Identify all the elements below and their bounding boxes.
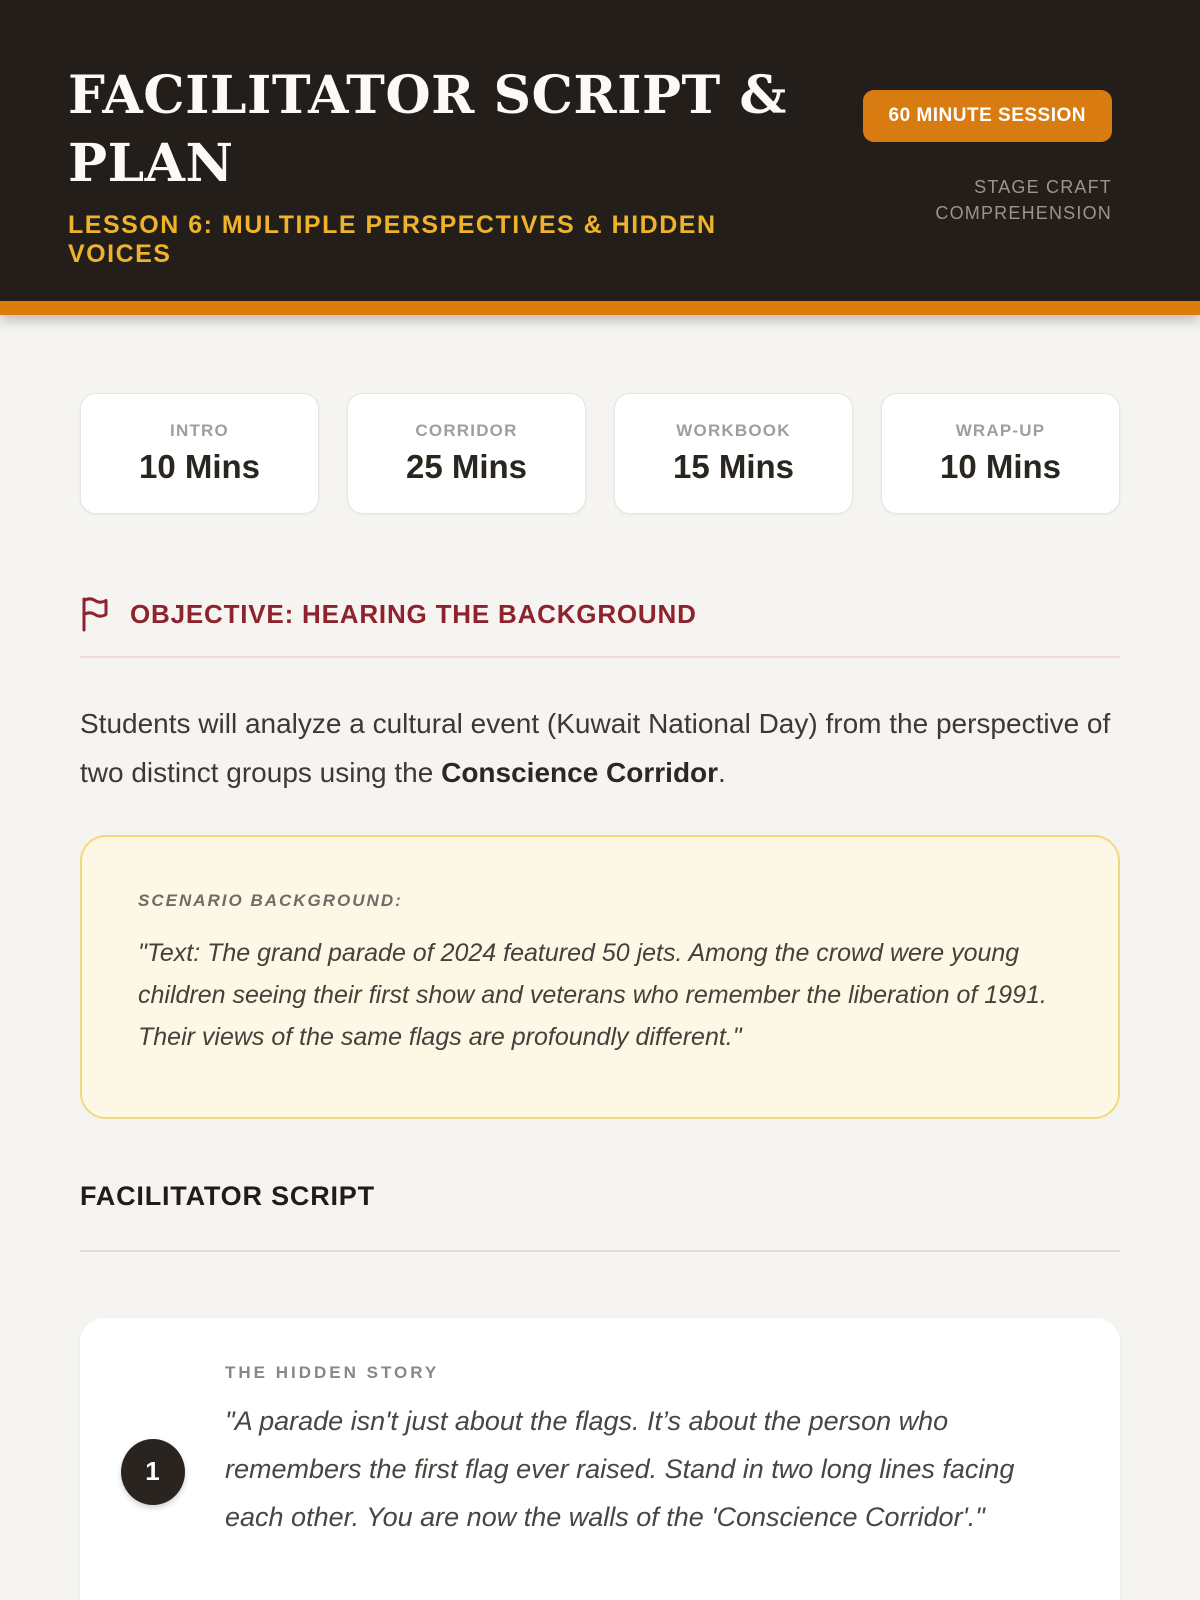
header-title-block	[68, 62, 828, 269]
course-tagline	[935, 174, 1112, 226]
script-divider	[80, 1250, 1120, 1252]
document-header	[0, 0, 1200, 301]
step-content	[225, 1363, 1065, 1600]
objective-section	[80, 596, 1120, 797]
timeline-card-wrapup	[881, 393, 1120, 514]
objective-text-prefix: Students will analyze a cultural event (Kuwait National Day) from the perspective of two distinct groups using the	[80, 708, 1111, 788]
phase-label: WRAP-UP	[955, 421, 1046, 440]
phase-label: CORRIDOR	[415, 421, 518, 440]
objective-divider	[80, 656, 1120, 658]
facilitator-script-heading: FACILITATOR SCRIPT	[80, 1180, 375, 1211]
phase-label: WORKBOOK	[676, 421, 791, 440]
phase-duration: 10 Mins	[939, 448, 1062, 485]
step-quote-text: "A parade isn't just about the flags. It’s about the person who remembers the first flag ever raised. Stand in two long lines facing each other. You are now the walls of the 'Conscience Corridor'."	[225, 1405, 1015, 1532]
scenario-label: SCENARIO BACKGROUND:	[138, 891, 403, 911]
step-number-badge: 1	[121, 1439, 185, 1505]
scenario-text: "Text: The grand parade of 2024 featured 50 jets. Among the crowd were young children seeing their first show and veterans who remember the liberation of 1991. Their views of the same flags are profoundly different."	[138, 939, 1047, 1051]
phase-duration: 10 Mins	[138, 448, 261, 485]
objective-description	[80, 700, 1120, 797]
lesson-subtitle: LESSON 6: MULTIPLE PERSPECTIVES & HIDDEN VOICES	[68, 211, 717, 269]
session-duration-badge: 60 MINUTE SESSION	[863, 90, 1113, 142]
objective-heading-row	[80, 596, 1120, 632]
orange-accent-rule	[0, 301, 1200, 315]
timeline-card-intro	[80, 393, 319, 514]
tagline-line-1: STAGE CRAFT	[974, 177, 1112, 197]
session-timeline	[80, 393, 1120, 514]
objective-heading: OBJECTIVE: HEARING THE BACKGROUND	[130, 598, 697, 629]
phase-label: INTRO	[170, 421, 229, 440]
tagline-line-2: COMPREHENSION	[935, 203, 1112, 224]
timeline-card-corridor	[347, 393, 586, 514]
step-title: THE HIDDEN STORY	[225, 1362, 440, 1382]
phase-duration: 25 Mins	[405, 448, 528, 485]
header-meta-block	[863, 62, 1113, 226]
phase-duration: 15 Mins	[672, 448, 795, 485]
scenario-background-box	[80, 835, 1120, 1118]
page-title: FACILITATOR SCRIPT & PLAN	[68, 65, 787, 194]
script-step-card	[80, 1318, 1120, 1600]
timeline-card-workbook	[614, 393, 853, 514]
objective-text-suffix: .	[718, 756, 726, 788]
step-number-column	[80, 1363, 225, 1600]
facilitator-script-section	[80, 1181, 1120, 1600]
flag-icon	[80, 596, 110, 632]
page-body	[0, 393, 1200, 1600]
objective-text-bold: Conscience Corridor	[441, 756, 719, 788]
